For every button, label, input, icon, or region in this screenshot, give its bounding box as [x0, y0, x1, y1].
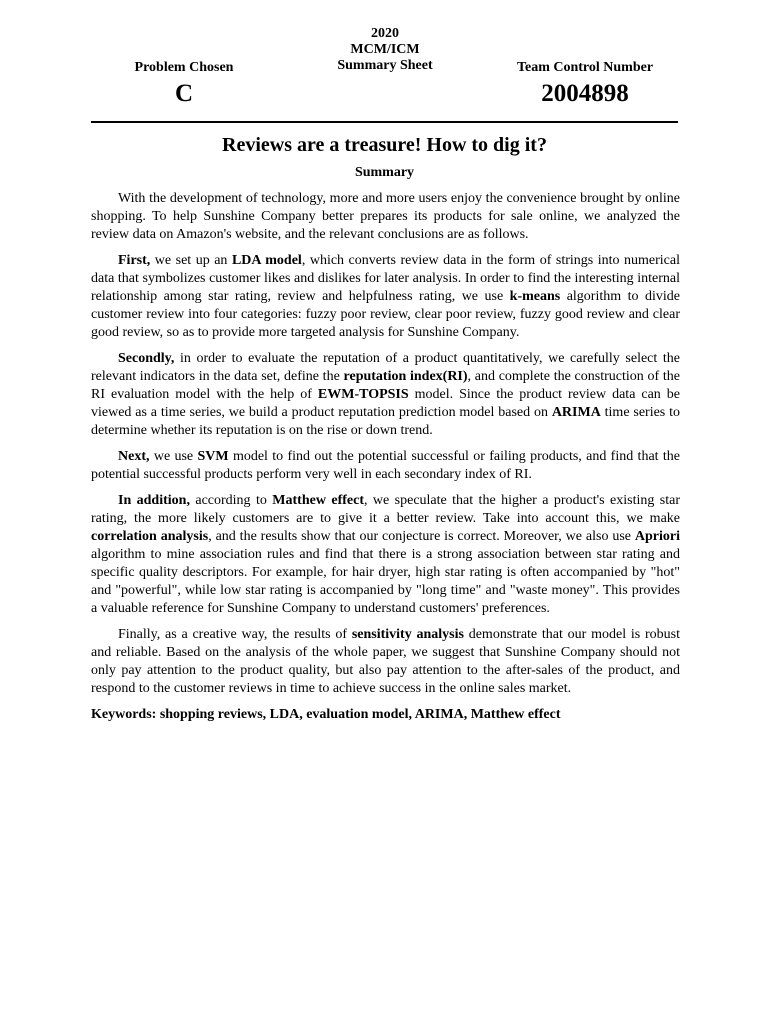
summary-heading: Summary	[354, 165, 415, 180]
paragraph-text: , and complete the construction of the RI evaluation model with the help of	[91, 369, 680, 402]
paragraph-text: we use	[149, 449, 198, 464]
contest-year: 2020	[371, 26, 399, 41]
summary-paragraph	[91, 448, 680, 484]
summary-body	[91, 190, 680, 724]
paragraph-text: , which converts review data in the form of strings into numerical data that symbolizes customer likes and dislikes for later analysis. In order to find the interesting internal relationship among star rating, review and helpfulness rating, we use	[91, 253, 681, 304]
problem-chosen-value: C	[174, 80, 194, 107]
bold-term: In addition,	[118, 493, 190, 508]
keywords-line: Keywords: shopping reviews, LDA, evaluation model, ARIMA, Matthew effect	[91, 707, 561, 722]
paragraph-text: Finally, as a creative way, the results of	[118, 627, 352, 642]
bold-term: Secondly,	[118, 351, 175, 366]
problem-chosen-label: Problem Chosen	[134, 60, 234, 75]
bold-term: k-means	[509, 289, 561, 304]
summary-paragraph	[91, 626, 680, 698]
header-divider	[91, 121, 678, 123]
team-control-label: Team Control Number	[516, 60, 654, 75]
paragraph-text: With the development of technology, more and more users enjoy the convenience brought by online shopping. To help Sunshine Company better prepares its products for sale online, we analyzed the review data on Amazon's website, and the relevant conclusions are as follows.	[91, 191, 680, 242]
summary-paragraphs	[91, 190, 680, 698]
bold-term: ARIMA	[551, 405, 601, 420]
paragraph-text: algorithm to divide customer review into four categories: fuzzy poor review, clear poor review, fuzzy good review and clear good review, so as to provide more targeted analysis for Sunshine Company.	[91, 289, 680, 340]
summary-paragraph	[91, 252, 680, 342]
header	[91, 26, 678, 120]
paragraph-text: , and the results show that our conjecture is correct. Moreover, we also use	[208, 529, 635, 544]
contest-block	[305, 26, 465, 74]
paper-title: Reviews are a treasure! How to dig it?	[222, 134, 547, 156]
bold-term: Next,	[118, 449, 150, 464]
problem-chosen-block	[91, 60, 277, 109]
bold-term: SVM	[197, 449, 229, 464]
team-control-block	[492, 60, 678, 109]
bold-term: Apriori	[634, 529, 680, 544]
bold-term: reputation index(RI)	[343, 369, 468, 384]
paragraph-text: we set up an	[150, 253, 232, 268]
bold-term: LDA model	[231, 253, 302, 268]
paragraph-text: algorithm to mine association rules and find that there is a strong association between star rating and specific quality descriptors. For example, for hair dryer, high star rating is often accompanied by "hot" and "powerful", while low star rating is accompanied by "long time" and "waste money". This provides a valuable reference for Sunshine Company to understand customers' preferences.	[91, 547, 680, 616]
paragraph-text: according to	[189, 493, 273, 508]
paragraph-text: model to find out the potential successful or failing products, and find that the potential successful products perform very well in each secondary index of RI.	[91, 449, 680, 482]
summary-paragraph	[91, 190, 680, 244]
bold-term: correlation analysis	[91, 529, 209, 544]
sheet-name: Summary Sheet	[337, 58, 433, 73]
bold-term: First,	[118, 253, 151, 268]
paragraph-text: , we speculate that the higher a product's existing star rating, the more likely customers are to give it a better review. Take into account this, we make	[91, 493, 681, 526]
paragraph-text: in order to evaluate the reputation of a product quantitatively, we carefully select the relevant indicators in the data set, define the	[91, 351, 680, 384]
paragraph-text: demonstrate that our model is robust and reliable. Based on the analysis of the whole paper, we suggest that Sunshine Company should not only pay attention to the product quality, but also pay attention to the after-sales of the product, and respond to the customer reviews in time to achieve success in the online sales market.	[91, 627, 680, 696]
bold-term: Matthew effect	[272, 493, 364, 508]
team-control-number: 2004898	[541, 80, 629, 107]
paragraph-text: time series to determine whether its reputation is on the rise or down trend.	[91, 405, 680, 438]
summary-paragraph	[91, 350, 680, 440]
bold-term: sensitivity analysis	[351, 627, 464, 642]
paragraph-text: model. Since the product review data can be viewed as a time series, we build a product reputation prediction model based on	[91, 387, 681, 420]
bold-term: EWM-TOPSIS	[317, 387, 409, 402]
contest-name: MCM/ICM	[350, 42, 420, 57]
summary-paragraph	[91, 492, 680, 618]
